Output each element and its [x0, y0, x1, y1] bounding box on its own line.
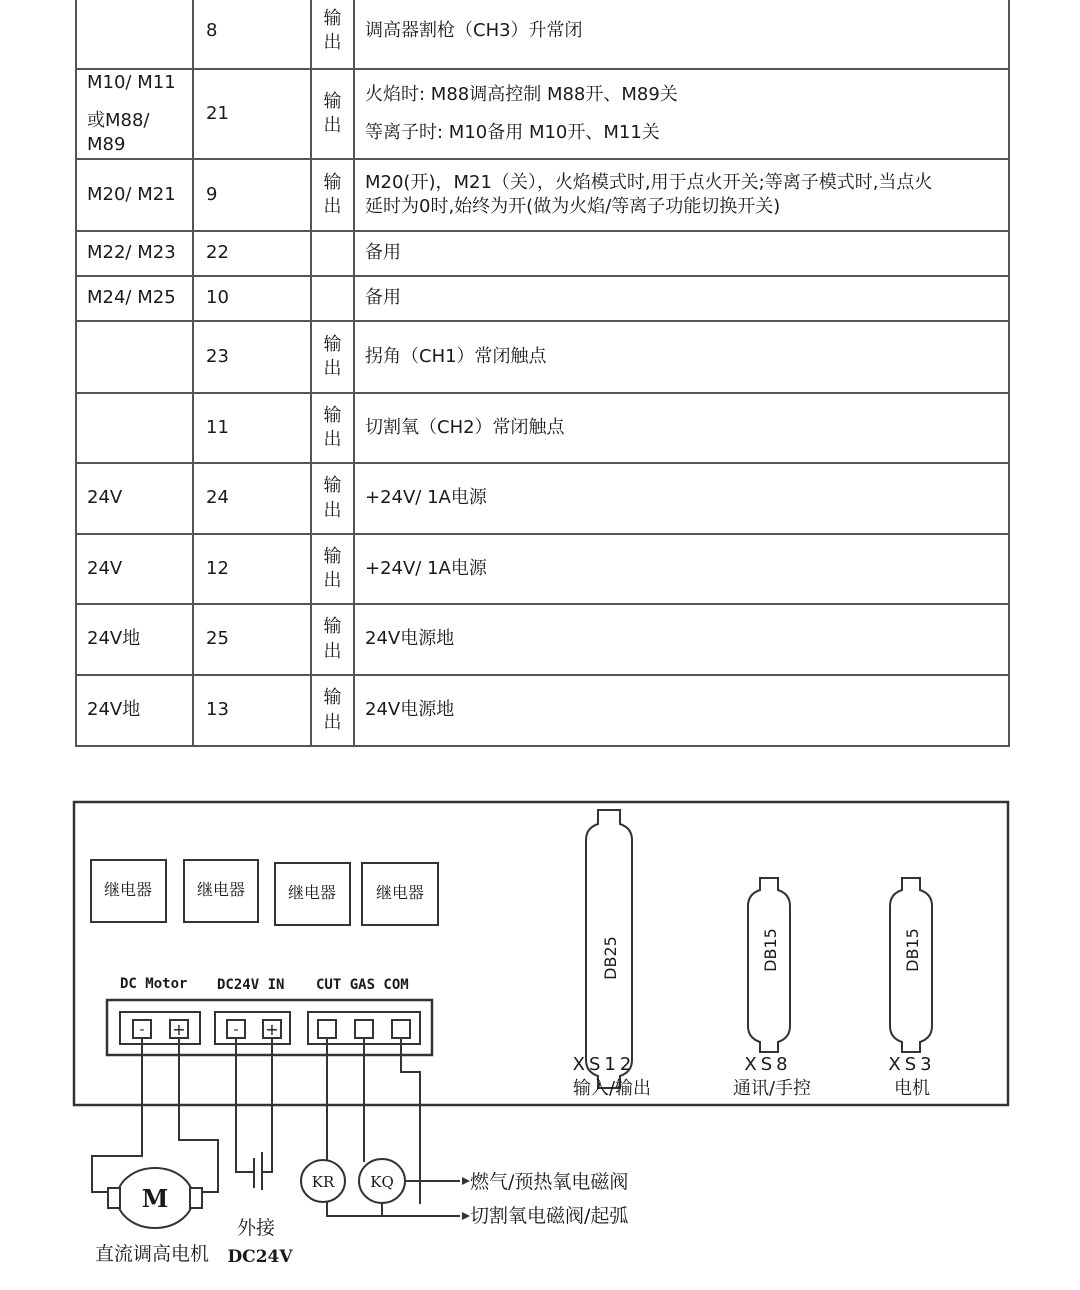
description-line: 24V电源地 [365, 628, 455, 650]
signal-cell: 24V地 [76, 675, 193, 746]
io-label: 输 [323, 616, 342, 638]
io-label: 输 [323, 90, 342, 112]
table-row [76, 231, 1009, 276]
io-cell [311, 393, 354, 463]
table-row [76, 276, 1009, 321]
table-row [76, 463, 1009, 534]
wiring-diagram [0, 760, 1080, 1280]
connector-xs8-type: DB15 [761, 928, 780, 972]
pin-cell: 24 [193, 463, 311, 534]
io-label: 输 [323, 404, 342, 426]
svg-text:-: - [139, 1022, 145, 1038]
description-cell [354, 159, 1009, 231]
description-line: +24V/ 1A电源 [365, 557, 487, 579]
table-row [76, 69, 1009, 159]
terminal-24v-plus [263, 1020, 281, 1039]
description-line: M20(开)，M21（关），火焰模式时,用于点火开关;等离子模式时,当点火 [365, 171, 933, 193]
table-row [76, 393, 1009, 463]
description-line: 备用 [365, 242, 401, 264]
io-cell [311, 69, 354, 159]
signal-cell: 24V [76, 534, 193, 604]
terminal-gas [355, 1020, 373, 1038]
relay-2 [184, 860, 258, 922]
battery-symbol [236, 1038, 272, 1190]
dc-motor-label: DC Motor [120, 976, 188, 992]
signal-cell [76, 393, 193, 463]
coil-kq-label: KQ [370, 1173, 394, 1191]
description-cell [354, 604, 1009, 675]
coil-kr [301, 1160, 345, 1202]
terminal-24v-minus [227, 1020, 245, 1038]
table-row [76, 159, 1009, 231]
description-cell [354, 534, 1009, 604]
io-cell [311, 534, 354, 604]
signal-cell: M10/ M11 或M88/ M89 [76, 69, 193, 159]
motor-label: 直流调高电机 [94, 1243, 210, 1265]
io-label: 出 [323, 640, 342, 662]
pin-table [75, 0, 1010, 747]
motor-symbol [108, 1168, 202, 1228]
svg-text:+: + [265, 1020, 279, 1039]
io-label: 输 [323, 171, 342, 193]
pin-cell: 25 [193, 604, 311, 675]
terminal-cut [318, 1020, 336, 1038]
relay-group [91, 860, 438, 925]
pin-cell: 8 [193, 0, 311, 69]
io-cell [311, 159, 354, 231]
io-cell [311, 463, 354, 534]
motor-symbol-label: M [141, 1184, 169, 1213]
relay-1-label: 继电器 [103, 880, 153, 899]
io-label: 出 [323, 711, 342, 733]
supply-label-2: DC24V [227, 1247, 293, 1267]
terminal-motor-minus [133, 1020, 151, 1038]
description-line: 切割氧（CH2）常闭触点 [365, 416, 565, 438]
connector-xs8-id: XS8 [744, 1054, 792, 1075]
description-line: 延时为0时,始终为开(做为火焰/等离子功能切换开关) [365, 196, 781, 217]
description-cell [354, 675, 1009, 746]
table-row [76, 675, 1009, 746]
io-label: 出 [323, 499, 342, 521]
io-cell [311, 321, 354, 393]
description-line: 火焰时: M88调高控制 M88开、M89关 [365, 83, 678, 105]
io-label: 出 [323, 429, 342, 450]
description-line: 24V电源地 [365, 699, 455, 721]
io-cell [311, 675, 354, 746]
connector-xs3-function: 电机 [894, 1078, 930, 1099]
valve-label-2: 切割氧电磁阀/起弧 [470, 1205, 629, 1227]
relay-3 [275, 863, 350, 925]
connector-xs8-function: 通讯/手控 [732, 1078, 812, 1099]
io-label: 出 [323, 32, 342, 53]
dc24v-in-label: DC24V IN [217, 977, 285, 993]
signal-cell: M20/ M21 [76, 159, 193, 231]
pin-cell: 12 [193, 534, 311, 604]
io-label: 输 [323, 545, 342, 567]
connector-xs12-type: DB25 [601, 936, 620, 980]
terminal-motor-plus [170, 1020, 188, 1039]
io-label: 输 [323, 7, 342, 29]
table-row [76, 0, 1009, 69]
io-label: 输 [323, 687, 342, 709]
pin-cell: 13 [193, 675, 311, 746]
io-label: 输 [323, 333, 342, 355]
io-label: 出 [323, 115, 342, 136]
pin-cell: 11 [193, 393, 311, 463]
signal-cell: M24/ M25 [76, 276, 193, 321]
io-cell [311, 276, 354, 321]
description-line: 调高器割枪（CH3）升常闭 [365, 19, 583, 41]
description-cell [354, 393, 1009, 463]
io-cell [311, 604, 354, 675]
io-cell [311, 0, 354, 69]
pin-cell: 23 [193, 321, 311, 393]
table-row [76, 534, 1009, 604]
connector-xs3-id: XS3 [888, 1054, 936, 1075]
cut-gas-com-label: CUT GAS COM [316, 977, 409, 993]
io-label: 出 [323, 570, 342, 591]
coil-kq [359, 1159, 405, 1203]
pin-cell: 21 [193, 69, 311, 159]
signal-cell: 24V地 [76, 604, 193, 675]
description-line: 等离子时: M10备用 M10开、M11关 [365, 122, 660, 143]
connector-xs3-type: DB15 [903, 928, 922, 972]
connector-xs12 [573, 810, 651, 1099]
connector-xs3 [888, 878, 935, 1099]
description-line: 拐角（CH1）常闭触点 [365, 345, 547, 367]
svg-text:-: - [233, 1022, 239, 1038]
description-cell [354, 69, 1009, 159]
connector-xs12-function: 输入/输出 [572, 1078, 652, 1099]
io-label: 出 [323, 358, 342, 379]
signal-cell [76, 0, 193, 69]
svg-text:+: + [172, 1020, 186, 1039]
description-cell [354, 0, 1009, 69]
io-label: 出 [323, 196, 342, 217]
description-cell [354, 276, 1009, 321]
connector-xs8 [733, 878, 811, 1099]
description-cell [354, 321, 1009, 393]
description-cell [354, 463, 1009, 534]
signal-cell [76, 321, 193, 393]
relay-2-label: 继电器 [196, 880, 246, 899]
valve-label-1: 燃气/预热氧电磁阀 [470, 1171, 629, 1193]
table-row [76, 604, 1009, 675]
pin-cell: 22 [193, 231, 311, 276]
pin-cell: 9 [193, 159, 311, 231]
description-cell [354, 231, 1009, 276]
io-label: 输 [323, 475, 342, 497]
controller-box [74, 802, 1008, 1105]
pin-cell: 10 [193, 276, 311, 321]
supply-label-1: 外接 [236, 1217, 276, 1239]
relay-4-label: 继电器 [375, 883, 425, 902]
relay-4 [362, 863, 438, 925]
relay-3-label: 继电器 [287, 883, 337, 902]
io-cell [311, 231, 354, 276]
description-line: +24V/ 1A电源 [365, 487, 487, 509]
coil-kr-label: KR [311, 1173, 335, 1191]
terminal-com [392, 1020, 410, 1038]
signal-cell: M22/ M23 [76, 231, 193, 276]
relay-1 [91, 860, 166, 922]
signal-cell: 24V [76, 463, 193, 534]
connector-xs12-id: XS12 [572, 1054, 636, 1075]
table-row [76, 321, 1009, 393]
description-line: 备用 [365, 287, 401, 309]
